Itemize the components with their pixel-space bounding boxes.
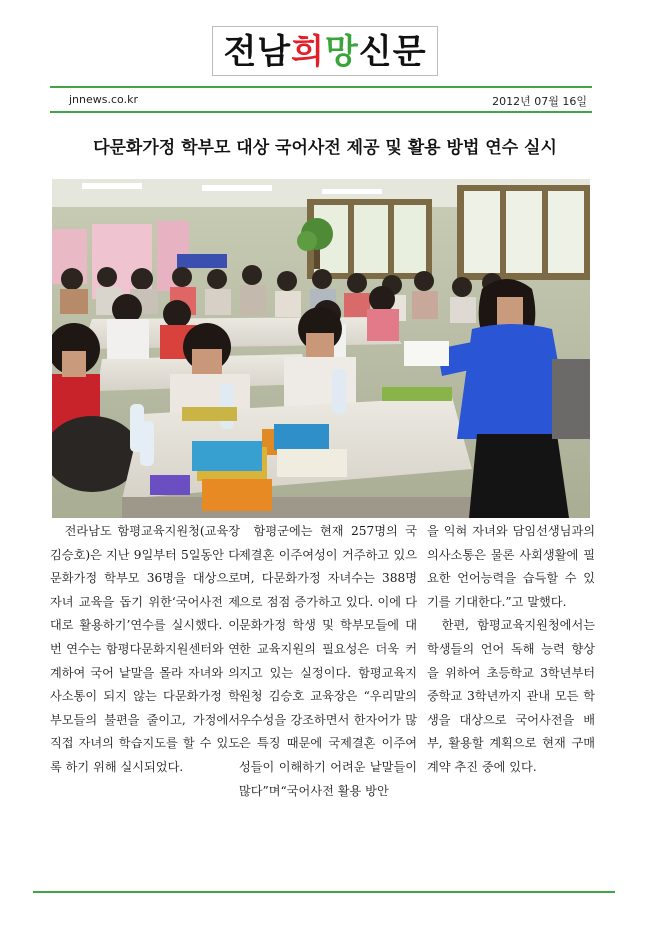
paragraph-3: 한편, 함평교육지원청에서는 학생들의 언어 독해 능력 향상을 위하여 초등학교 3학년부터 중학교 3학년까지 관내 모든 학생을 대상으로 국어사전을 배부, 활용할 계획으로 현재 구매 계약 추진 중에 있다.	[427, 618, 595, 774]
article-column-3	[427, 520, 595, 780]
classroom-photo-illustration	[52, 179, 590, 518]
header-green-rule	[50, 111, 592, 113]
article-headline: 다문화가정 학부모 대상 국어사전 제공 및 활용 방법 연수 실시	[93, 138, 557, 158]
newspaper-logo	[212, 26, 437, 76]
site-url: jnnews.co.kr	[69, 93, 138, 106]
paragraph-2-continued: 을 익혀 자녀와 담임선생님과의 의사소통은 물론 사회생활에 필요한 언어능력을 습득할 수 있기를 기대한다.”고 말했다.	[427, 524, 595, 609]
paragraph-1: 전라남도 함평교육지원청(교육장 김승호)은 지난 9일부터 5일동안 다문화가정 학부모 36명을 대상으로 자녀 교육을 돕기 위한‘국어사전 제대로 활용하기’연수를 실시했다. 이번 연수는 함평다문화지원센터와 연계하여 국어 낱말을 몰라 자녀와 의사소통이 되지 않는 다문화가정 학부모들의 불편을 줄이고, 가정에서 직접 자녀의 학습지도를 할 수 있도록 하기 위해 실시되었다.	[50, 524, 240, 774]
masthead	[0, 26, 650, 76]
article-column-2	[239, 520, 417, 803]
logo-part-2: 희	[291, 32, 325, 72]
logo-part-1: 전남	[223, 32, 292, 72]
logo-part-3: 망	[325, 32, 359, 72]
logo-part-4: 신문	[358, 32, 427, 72]
article-column-1	[50, 520, 240, 780]
issue-date: 2012년 07월 16일	[492, 95, 587, 108]
article-photo	[52, 179, 590, 518]
bottom-green-rule	[33, 891, 615, 893]
top-green-rule	[50, 86, 592, 88]
paragraph-2: 함평군에는 현재 257명의 국제결혼 이주여성이 거주하고 있으며, 다문화가정 자녀수는 388명으로 점점 증가하고 있다. 이에 다문화가정 학생 및 학부모들에 대한 교육지원의 필요성은 더욱 커지고 있는 실정이다. 함평교육지원청 김승호 교육장은 “우리말의 우수성을 강조하면서 한자어가 많은 특징 때문에 국제결혼 이주여성들이 이해하기 어려운 낱말들이 많다”며“국어사전 활용 방안	[239, 524, 417, 798]
